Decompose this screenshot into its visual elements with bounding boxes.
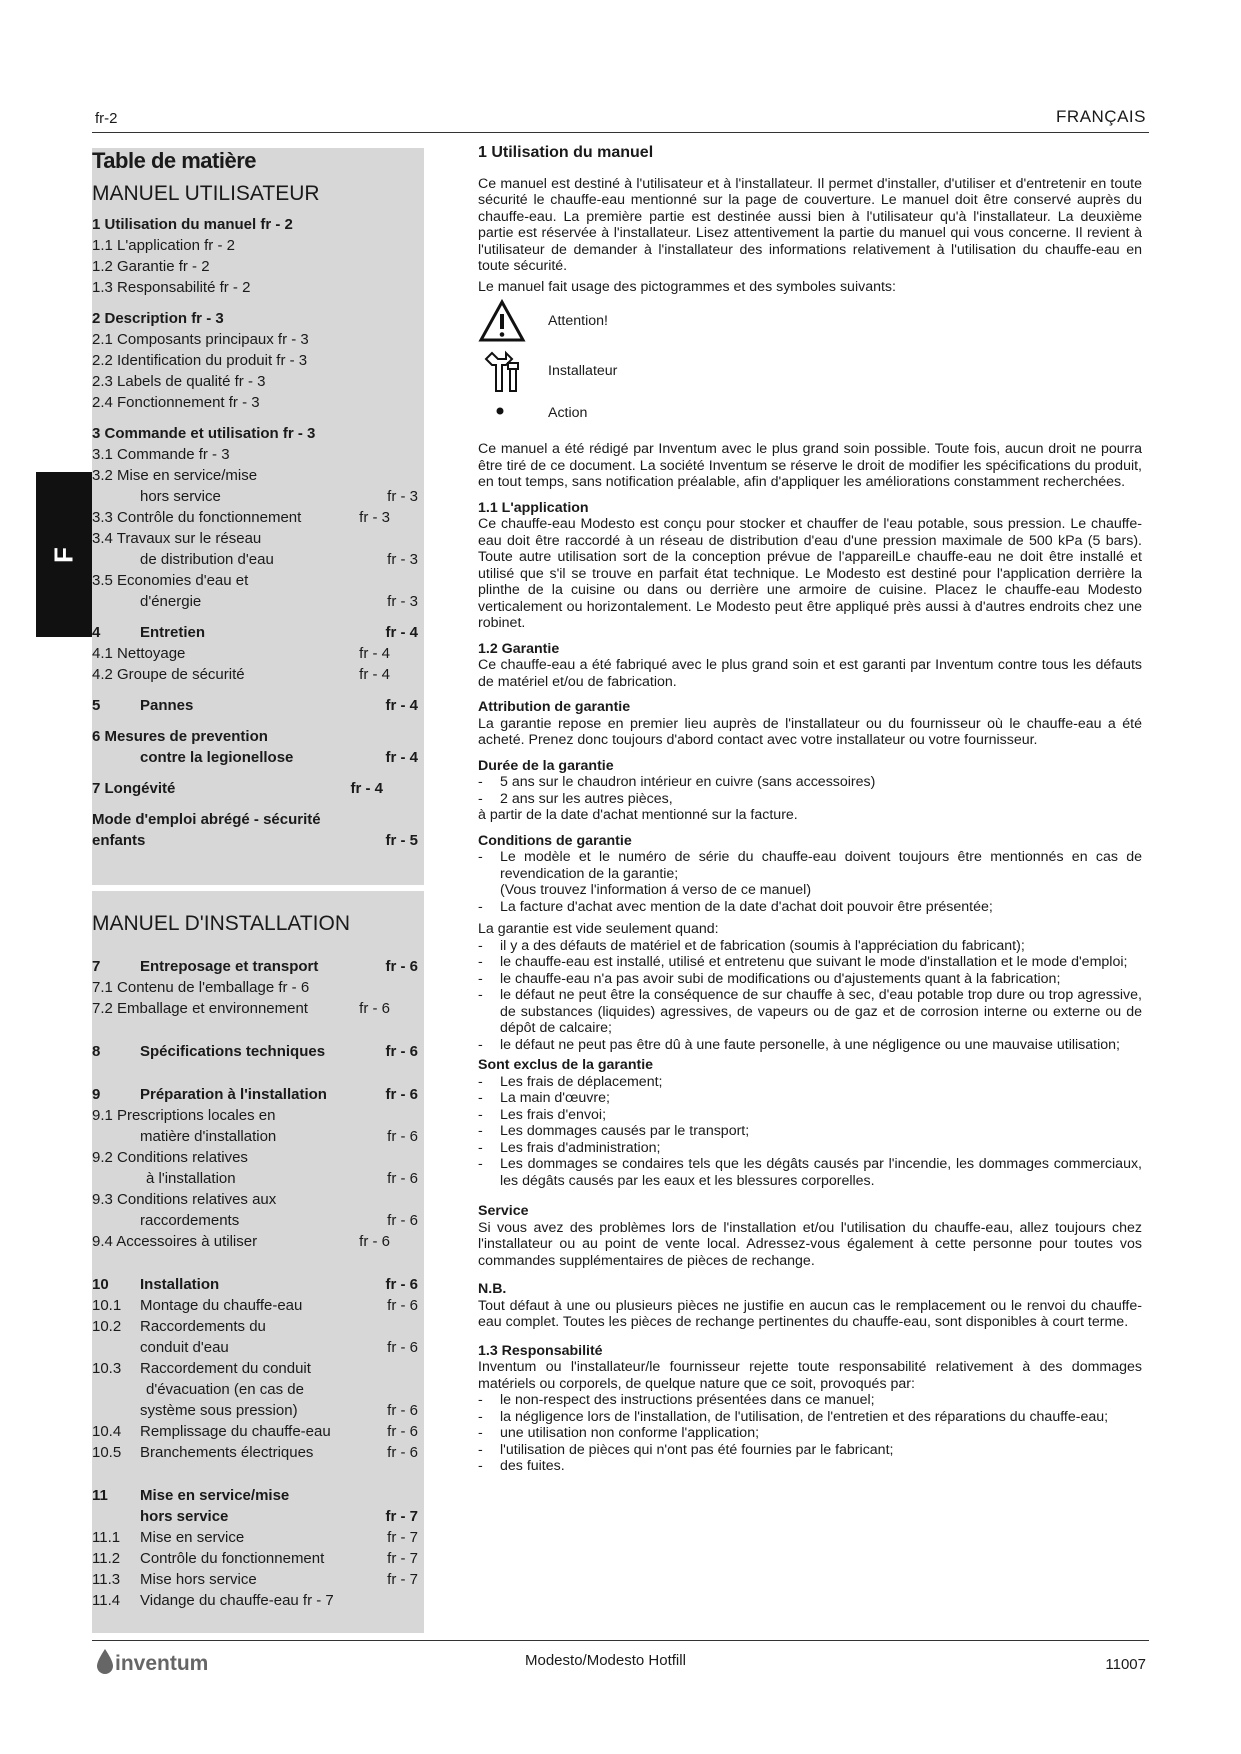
list-item: - Les dommages se condaires tels que les dégâts causés par l'incendie, les dommages commerciaux, les dégâts causés par les eaux et les blessures corporelles. xyxy=(478,1156,1142,1189)
toc-entry[interactable]: hors service fr - 7 xyxy=(140,1508,418,1525)
paragraph: à partir de la date d'achat mentionné sur la facture. xyxy=(478,807,798,823)
toc-entry[interactable]: Mode d'emploi abrégé - sécurité xyxy=(92,811,321,828)
toc-install-manual-heading: MANUEL D'INSTALLATION xyxy=(92,912,350,935)
toc-entry[interactable]: 9.1 Prescriptions locales en xyxy=(92,1107,276,1124)
toc-entry[interactable]: 7 Longévité fr - 4 xyxy=(92,780,383,797)
toc-entry[interactable]: 6 Mesures de prevention xyxy=(92,728,268,745)
list xyxy=(478,1074,1142,1190)
footer-rule xyxy=(92,1640,1149,1641)
toc-entry[interactable]: hors service fr - 3 xyxy=(140,488,418,505)
toc-entry[interactable]: de distribution d'eau fr - 3 xyxy=(140,551,418,568)
wrench-tools-icon xyxy=(478,349,526,397)
pictogram-label: Installateur xyxy=(548,363,618,379)
toc-entry[interactable]: 9.4 Accessoires à utiliser fr - 6 xyxy=(92,1233,390,1250)
toc-entry[interactable]: 10.3 Raccordement du conduit xyxy=(92,1360,311,1377)
list-item: - le chauffe-eau n'a pas avoir subi de modifications ou d'ajustements quant à la fabrication; xyxy=(478,971,1142,988)
pictogram-action xyxy=(478,399,1142,433)
section-heading: 1 Utilisation du manuel xyxy=(478,144,654,161)
toc-entry[interactable]: contre la legionellose fr - 4 xyxy=(140,749,418,766)
toc-entry[interactable]: 4.1 Nettoyage fr - 4 xyxy=(92,645,390,662)
list-item: - Les frais d'envoi; xyxy=(478,1107,1142,1124)
toc-entry[interactable]: 1 Utilisation du manuel fr - 2 xyxy=(92,216,293,233)
toc-entry[interactable]: 2.4 Fonctionnement fr - 3 xyxy=(92,394,260,411)
toc-entry[interactable]: 2.1 Composants principaux fr - 3 xyxy=(92,331,309,348)
header-rule xyxy=(92,132,1149,133)
subsection-heading: 1.3 Responsabilité xyxy=(478,1342,603,1359)
toc-entry[interactable]: conduit d'eau fr - 6 xyxy=(140,1339,418,1356)
main-content xyxy=(478,145,1142,1475)
toc-entry[interactable]: 7.2 Emballage et environnement fr - 6 xyxy=(92,1000,390,1017)
paragraph: Ce manuel est destiné à l'utilisateur et à l'installateur. Il permet d'installer, d'utiliser et d'entretenir en toute sécurité le chauffe-eau mentionné sur la page de couverture. Le manuel doit être conservé auprès du chauffe-eau. La première partie est destinée aussi bien à l'utilisateur qu'à l'installateur. La deuxième partie est réservée à l'installateur. Lisez attentivement la partie du manuel qui vous concerne. Il revient à l'utilisateur de demander à l'installateur des informations relativement à l'utilisation du chauffe-eau en toute sécurité. xyxy=(478,175,1142,274)
subsection-heading: Conditions de garantie xyxy=(478,832,632,849)
subsection-heading: Sont exclus de la garantie xyxy=(478,1057,654,1073)
toc-entry[interactable]: 3.5 Economies d'eau et xyxy=(92,572,249,589)
toc-entry[interactable]: 3 Commande et utilisation fr - 3 xyxy=(92,425,316,442)
list xyxy=(478,774,1142,807)
toc-entry[interactable]: d'énergie fr - 3 xyxy=(140,593,418,610)
flame-drop-icon xyxy=(95,1648,115,1674)
pictogram-label: Attention! xyxy=(548,313,608,329)
paragraph: Le manuel fait usage des pictogrammes et des symboles suivants: xyxy=(478,278,896,295)
list-item: - Les frais d'administration; xyxy=(478,1140,1142,1157)
product-name: Modesto/Modesto Hotfill xyxy=(525,1652,686,1669)
toc-entry[interactable]: 11.4 Vidange du chauffe-eau fr - 7 xyxy=(92,1592,334,1609)
toc-entry[interactable]: 2 Description fr - 3 xyxy=(92,310,224,327)
paragraph: Tout défaut à une ou plusieurs pièces ne justifie en aucun cas le remplacement ou le renvoi du chauffe-eau complet. Toutes les pièces de rechange pertinentes du chauffe-eau, sont disponibles à court terme. xyxy=(478,1297,1142,1330)
side-tab-letter: F xyxy=(48,546,79,563)
toc-entry[interactable]: 7.1 Contenu de l'emballage fr - 6 xyxy=(92,979,310,996)
list-item: - 5 ans sur le chaudron intérieur en cuivre (sans accessoires) xyxy=(478,774,1142,791)
toc-entry[interactable]: 10.5 Branchements électriques fr - 6 xyxy=(92,1444,418,1461)
list-item: - Les frais de déplacement; xyxy=(478,1074,1142,1091)
toc-entry[interactable]: 3.4 Travaux sur le réseau xyxy=(92,530,262,547)
language-side-tab xyxy=(36,472,92,637)
bullet-dot-icon xyxy=(478,399,526,429)
toc-entry[interactable]: 1.1 L'application fr - 2 xyxy=(92,237,235,254)
toc-entry[interactable]: 9 Préparation à l'installation fr - 6 xyxy=(92,1086,418,1103)
paragraph: Inventum ou l'installateur/le fournisseur rejette toute responsabilité relativement à des dommages matériels ou corporels, de quelque nature que ce soit, provoqués par: xyxy=(478,1359,1142,1392)
list-item: - l'utilisation de pièces qui n'ont pas été fournies par le fabricant; xyxy=(478,1442,1142,1459)
pictogram-attention xyxy=(478,299,1142,349)
paragraph: La garantie repose en premier lieu auprès de l'installateur ou du fournisseur où le chauffe-eau a été acheté. Prenez donc toujours d'abord contact avec votre installateur ou votre fournisseur. xyxy=(478,715,1142,748)
paragraph: Ce chauffe-eau a été fabriqué avec le plus grand soin et est garanti par Inventum contre tous les défauts de matériel et/ou de fabrication. xyxy=(478,657,1142,690)
list xyxy=(478,938,1142,1054)
document-code: 11007 xyxy=(1105,1656,1146,1673)
pictogram-label: Action xyxy=(548,405,588,421)
list-item: - La main d'œuvre; xyxy=(478,1090,1142,1107)
toc-entry[interactable]: 8 Spécifications techniques fr - 6 xyxy=(92,1043,418,1060)
list-item: - le défaut ne peut être la conséquence de sur chauffe à sec, d'eau potable trop dure ou trop agressive, de substances (liquides) agressives, de vapeurs ou de gaz et de corrosion interne ou externe ou de dépôt de calcaire; xyxy=(478,987,1142,1037)
subsection-heading: N.B. xyxy=(478,1281,507,1297)
subsection-heading: Attribution de garantie xyxy=(478,699,631,715)
pictogram-installer xyxy=(478,349,1142,399)
toc-entry[interactable]: 1.2 Garantie fr - 2 xyxy=(92,258,210,275)
list-item: - le défaut ne peut pas être dû à une faute personelle, à une négligence ou une mauvaise utilisation; xyxy=(478,1037,1142,1054)
toc-entry[interactable]: 10.2 Raccordements du xyxy=(92,1318,266,1335)
toc-entry[interactable]: 10.4 Remplissage du chauffe-eau fr - 6 xyxy=(92,1423,418,1440)
toc-entry[interactable]: 10 Installation fr - 6 xyxy=(92,1276,418,1293)
toc-entry[interactable]: 3.3 Contrôle du fonctionnement fr - 3 xyxy=(92,509,390,526)
subsection-heading: 1.2 Garantie xyxy=(478,640,560,657)
page-reference: fr-2 xyxy=(95,110,118,127)
toc-entry[interactable]: d'évacuation (en cas de xyxy=(146,1381,304,1398)
toc-entry[interactable]: 3.1 Commande fr - 3 xyxy=(92,446,230,463)
toc-entry[interactable]: 7 Entreposage et transport fr - 6 xyxy=(92,958,418,975)
list-item: - la négligence lors de l'installation, de l'utilisation, de l'entretien et des réparations du chauffe-eau; xyxy=(478,1409,1142,1426)
paragraph: La garantie est vide seulement quand: xyxy=(478,921,719,937)
toc-entry[interactable]: 1.3 Responsabilité fr - 2 xyxy=(92,279,251,296)
toc-entry[interactable]: système sous pression) fr - 6 xyxy=(140,1402,418,1419)
list-item: - il y a des défauts de matériel et de fabrication (soumis à l'appréciation du fabricant); xyxy=(478,938,1142,955)
toc-entry[interactable]: 10.1 Montage du chauffe-eau fr - 6 xyxy=(92,1297,418,1314)
toc-entry[interactable]: 4.2 Groupe de sécurité fr - 4 xyxy=(92,666,390,683)
toc-entry[interactable]: 2.3 Labels de qualité fr - 3 xyxy=(92,373,266,390)
subsection-heading: Service xyxy=(478,1203,529,1219)
toc-user-manual-heading: MANUEL UTILISATEUR xyxy=(92,182,320,205)
list-item: - Les dommages causés par le transport; xyxy=(478,1123,1142,1140)
toc-entry[interactable]: à l'installation fr - 6 xyxy=(146,1170,418,1187)
language-label: FRANÇAIS xyxy=(1056,107,1146,126)
toc-install-block xyxy=(92,891,424,1633)
brand-logo: inventum xyxy=(95,1648,208,1676)
toc-user-block xyxy=(92,148,424,885)
warning-triangle-icon xyxy=(478,299,526,343)
list-item: - des fuites. xyxy=(478,1458,1142,1475)
toc-entry[interactable]: matière d'installation fr - 6 xyxy=(140,1128,418,1145)
toc-entry[interactable]: 11 Mise en service/mise xyxy=(92,1487,290,1504)
paragraph: Ce manuel a été rédigé par Inventum avec le plus grand soin possible. Toute fois, aucun droit ne pourra être tiré de ce document. La société Inventum se réserve le droit de modifier les spécifications du produit, en tout temps, sans notification préalable, afin d'appliquer les améliorations constamment recherchées. xyxy=(478,441,1142,490)
toc-entry[interactable]: 5 Pannes fr - 4 xyxy=(92,697,418,714)
subsection-heading: 1.1 L'application xyxy=(478,499,589,516)
toc-entry[interactable]: 2.2 Identification du produit fr - 3 xyxy=(92,352,308,369)
toc-entry[interactable]: 3.2 Mise en service/mise xyxy=(92,467,258,484)
list-item: - 2 ans sur les autres pièces, xyxy=(478,791,1142,808)
list-item: - Le modèle et le numéro de série du chauffe-eau doivent toujours être mentionnés en cas de revendication de la garantie; (Vous trouvez l'information á verso de ce manuel) xyxy=(478,849,1142,899)
paragraph: Ce chauffe-eau Modesto est conçu pour stocker et chauffer de l'eau potable, sous pression. Le chauffe-eau doit être raccordé à un réseau de distribution d'eau d'une pression maximale de 500 kPa (5 bars). Toute autre utilisation sort de la conception prévue de l'appareilLe chauffe-eau ne doit être installé et utilisé que s'il se trouve en parfait état technique. Le Modesto est destiné pour l'application derrière la plinthe de la cuisine ou dans ou derrière une armoire de cuisine. Placez le chauffe-eau Modesto verticalement ou horizontalement. Le Modesto peut être appliqué près aussi à d'autres endroits chez une robinet. xyxy=(478,516,1142,631)
toc-entry[interactable]: raccordements fr - 6 xyxy=(140,1212,418,1229)
toc-title: Table de matière xyxy=(92,148,256,173)
list-item: - le non-respect des instructions présentées dans ce manuel; xyxy=(478,1392,1142,1409)
toc-entry[interactable]: 11.3 Mise hors service fr - 7 xyxy=(92,1571,418,1588)
list xyxy=(478,1392,1142,1475)
toc-entry[interactable]: 11.2 Contrôle du fonctionnement fr - 7 xyxy=(92,1550,418,1567)
toc-entry[interactable]: enfants fr - 5 xyxy=(92,832,418,849)
paragraph: Si vous avez des problèmes lors de l'installation et/ou l'utilisation du chauffe-eau, allez toujours chez l'installateur ou au point de vente local. Adressez-vous également à cette personne pour toutes vos commandes supplémentaires de pièces de rechange. xyxy=(478,1219,1142,1269)
list-item: - une utilisation non conforme l'application; xyxy=(478,1425,1142,1442)
list-item: - le chauffe-eau est installé, utilisé et entretenu que suivant le mode d'installation et le mode d'emploi; xyxy=(478,954,1142,971)
toc-entry[interactable]: 9.2 Conditions relatives xyxy=(92,1149,248,1166)
toc-entry[interactable]: 11.1 Mise en service fr - 7 xyxy=(92,1529,418,1546)
list-item: - La facture d'achat avec mention de la date d'achat doit pouvoir être présentée; xyxy=(478,899,1142,916)
toc-entry[interactable]: 4 Entretien fr - 4 xyxy=(92,624,418,641)
list xyxy=(478,849,1142,915)
toc-entry[interactable]: 9.3 Conditions relatives aux xyxy=(92,1191,277,1208)
subsection-heading: Durée de la garantie xyxy=(478,757,614,774)
